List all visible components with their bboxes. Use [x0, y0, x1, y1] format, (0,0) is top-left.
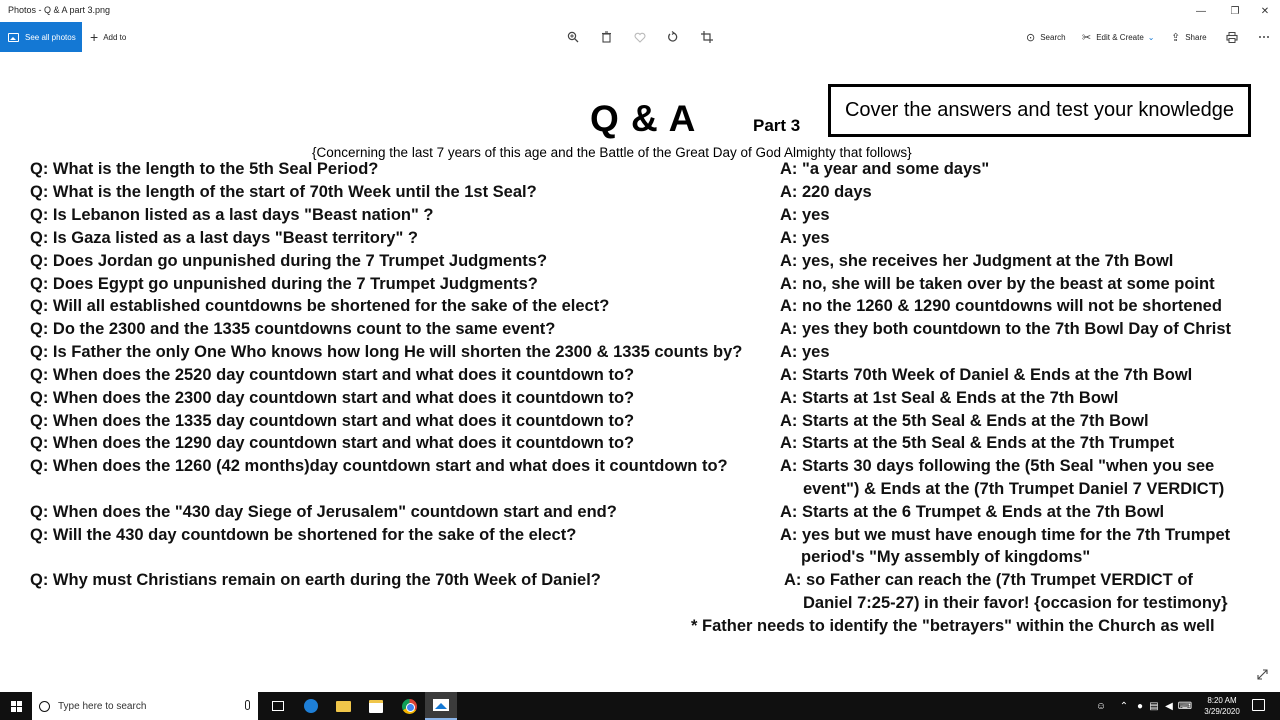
cover-answers-box: [828, 84, 1251, 137]
clock-time: 8:20 AM: [1207, 696, 1237, 705]
volume-icon[interactable]: ◀: [1165, 700, 1173, 712]
footnote: * Father needs to identify the "betrayers" within the Church as well: [691, 617, 1215, 635]
photos-app-button[interactable]: [425, 692, 457, 720]
question: Q: When does the 2520 day countdown start and what does it countdown to?: [30, 366, 635, 384]
answer: A: no the 1260 & 1290 countdowns will not be shortened: [780, 297, 1222, 315]
question: Q: Does Jordan go unpunished during the 7 Trumpet Judgments?: [30, 252, 548, 270]
photo-canvas: [0, 52, 1280, 692]
question: Q: When does the 1335 day countdown start and what does it countdown to?: [30, 412, 635, 430]
favorite-icon[interactable]: [632, 29, 648, 45]
clock-date: 3/29/2020: [1204, 707, 1240, 716]
answer: A: yes, she receives her Judgment at the 7th Bowl: [780, 252, 1174, 270]
share-button[interactable]: [1171, 22, 1207, 52]
tray-app-icon[interactable]: ●: [1136, 700, 1144, 712]
edge-icon: [304, 699, 318, 713]
delete-icon[interactable]: [598, 29, 614, 45]
question: Q: What is the length to the 5th Seal Period?: [30, 160, 379, 178]
answer: A: Starts at the 6 Trumpet & Ends at the 7th Bowl: [780, 503, 1165, 521]
share-icon: ⇪: [1171, 31, 1181, 44]
windows-logo-icon: [11, 701, 22, 712]
photos-icon: [8, 33, 19, 42]
store-button[interactable]: [360, 692, 392, 720]
question: Q: When does the "430 day Siege of Jerusalem" countdown start and end?: [30, 503, 617, 521]
answer-continued: Daniel 7:25-27) in their favor! {occasion for testimony}: [803, 594, 1228, 612]
answer: A: Starts 30 days following the (5th Seal "when you see: [780, 457, 1215, 475]
question: Q: Why must Christians remain on earth during the 70th Week of Daniel?: [30, 571, 601, 589]
answer: A: 220 days: [780, 183, 872, 201]
people-icon[interactable]: ☺: [1095, 700, 1107, 712]
store-icon: [369, 700, 383, 713]
edit-create-label: Edit & Create: [1096, 32, 1144, 42]
answer: A: yes: [780, 343, 830, 361]
question: Q: When does the 2300 day countdown start and what does it countdown to?: [30, 389, 635, 407]
task-view-icon: [272, 701, 284, 711]
chrome-icon: [402, 699, 417, 714]
rotate-icon[interactable]: [665, 29, 681, 45]
taskbar-clock[interactable]: [1196, 695, 1248, 717]
answer: A: so Father can reach the (7th Trumpet VERDICT of: [784, 571, 1193, 589]
cover-answers-text: Cover the answers and test your knowledge: [844, 99, 1235, 121]
chevron-up-icon[interactable]: ⌃: [1119, 700, 1129, 712]
answer: A: Starts at the 5th Seal & Ends at the 7th Trumpet: [780, 434, 1175, 452]
edge-button[interactable]: [295, 692, 327, 720]
taskbar-search-box[interactable]: [32, 692, 258, 720]
task-view-button[interactable]: [262, 692, 294, 720]
chevron-down-icon: ⌄: [1147, 32, 1155, 42]
search-button[interactable]: [1026, 22, 1066, 52]
answer-continued: event") & Ends at the (7th Trumpet Daniel 7 VERDICT): [803, 480, 1225, 498]
part-label: Part 3: [753, 116, 801, 135]
answer: A: yes: [780, 206, 830, 224]
network-icon[interactable]: ▤: [1149, 700, 1159, 712]
edit-icon: ✂: [1082, 31, 1092, 44]
taskbar: [0, 692, 1280, 720]
notifications-icon[interactable]: [1252, 699, 1265, 711]
window-title: Photos - Q & A part 3.png: [8, 5, 111, 15]
minimize-button[interactable]: —: [1196, 5, 1206, 17]
answer: A: yes they both countdown to the 7th Bowl Day of Christ: [780, 320, 1232, 338]
question: Q: Does Egypt go unpunished during the 7 Trumpet Judgments?: [30, 275, 538, 293]
chrome-button[interactable]: [393, 692, 425, 720]
answer: A: "a year and some days": [780, 160, 990, 178]
question: Q: Is Father the only One Who knows how long He will shorten the 2300 & 1335 counts by?: [30, 343, 743, 361]
answer: A: no, she will be taken over by the beast at some point: [780, 275, 1215, 293]
crop-icon[interactable]: [699, 29, 715, 45]
see-all-photos-button[interactable]: [0, 22, 82, 52]
folder-icon: [336, 701, 351, 712]
question: Q: Do the 2300 and the 1335 countdowns count to the same event?: [30, 320, 556, 338]
question: Q: Will all established countdowns be shortened for the sake of the elect?: [30, 297, 610, 315]
close-button[interactable]: ✕: [1260, 5, 1270, 17]
plus-icon: +: [90, 29, 99, 45]
share-label: Share: [1185, 32, 1207, 42]
question: Q: Is Gaza listed as a last days "Beast territory" ?: [30, 229, 418, 247]
edit-create-button[interactable]: [1082, 22, 1155, 52]
question: Q: What is the length of the start of 70th Week until the 1st Seal?: [30, 183, 537, 201]
maximize-button[interactable]: ❐: [1230, 5, 1240, 17]
toolbar: [0, 22, 1280, 52]
answer: A: Starts 70th Week of Daniel & Ends at the 7th Bowl: [780, 366, 1193, 384]
zoom-icon[interactable]: [565, 29, 581, 45]
start-button[interactable]: [0, 692, 32, 720]
subtitle: {Concerning the last 7 years of this age and the Battle of the Great Day of God Almighty that follows}: [312, 145, 912, 160]
question: Q: When does the 1290 day countdown start and what does it countdown to?: [30, 434, 635, 452]
photos-app-icon: [433, 699, 449, 711]
answer: A: yes but we must have enough time for the 7th Trumpet: [780, 526, 1231, 544]
answer: A: yes: [780, 229, 830, 247]
search-label: Search: [1040, 32, 1066, 42]
page-title: Q & A: [590, 98, 697, 139]
add-to-button[interactable]: [90, 22, 126, 52]
add-to-label: Add to: [103, 32, 127, 42]
answer: A: Starts at the 5th Seal & Ends at the 7th Bowl: [780, 412, 1149, 430]
see-all-photos-label: See all photos: [25, 32, 76, 42]
input-method-icon[interactable]: ⌨: [1177, 700, 1193, 712]
answer-continued: period's "My assembly of kingdoms": [801, 548, 1091, 566]
answer: A: Starts at 1st Seal & Ends at the 7th Bowl: [780, 389, 1119, 407]
search-icon: ⊙: [1026, 31, 1036, 44]
more-icon[interactable]: [1256, 29, 1272, 45]
question: Q: Will the 430 day countdown be shortened for the sake of the elect?: [30, 526, 577, 544]
question: Q: Is Lebanon listed as a last days "Beast nation" ?: [30, 206, 434, 224]
fullscreen-icon[interactable]: [1256, 668, 1272, 684]
taskbar-search-placeholder: Type here to search: [58, 700, 147, 712]
file-explorer-button[interactable]: [327, 692, 359, 720]
print-icon[interactable]: [1224, 29, 1240, 45]
title-bar: [0, 0, 1280, 22]
cortana-icon: [39, 701, 50, 712]
question: Q: When does the 1260 (42 months)day countdown start and what does it countdown to?: [30, 457, 728, 475]
microphone-icon[interactable]: [245, 700, 250, 710]
